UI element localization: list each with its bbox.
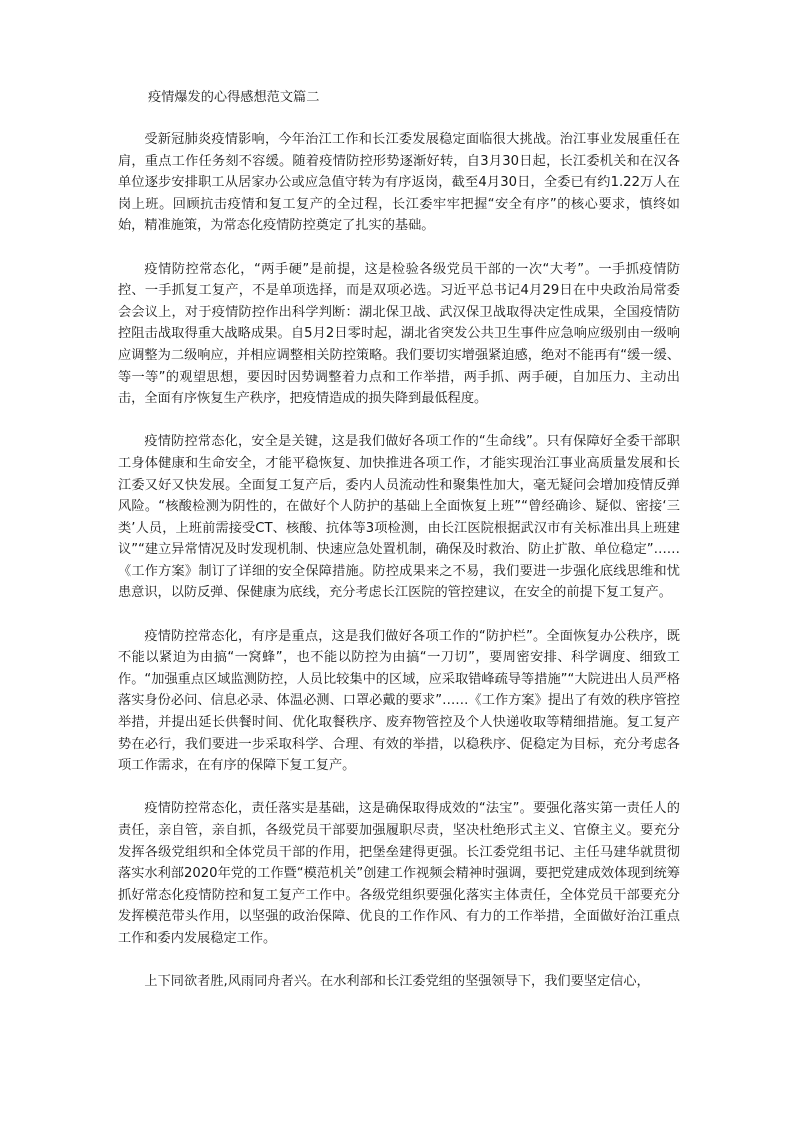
paragraph-order: 疫情防控常态化，有序是重点，这是我们做好各项工作的“防护栏”。全面恢复办公秩序，既不能以紧迫为由搞“一窝蜂”，也不能以防控为由搞“一刀切”，要周密安排、科学调度、细致工作。“加强重点区域监测防控，人员比较集中的区域，应采取错峰疏导等措施”“大院进出人员严格落实身份必问、信息必录、体温必测、口罩必戴的要求”……《工作方案》提出了有效的秩序管控举措，并提出延长供餐时间、优化取餐秩序、废弃物管控及个人快递收取等精细措施。复工复产势在必行，我们要进一步采取科学、合理、有效的举措，以稳秩序、促稳定为目标，充分考虑各项工作需求，在有序的保障下复工复产。 <box>118 628 680 774</box>
paragraph-closing: 上下同欲者胜,风雨同舟者兴。在水利部和长江委党组的坚强领导下，我们要坚定信心， <box>144 974 650 990</box>
paragraph-safety: 疫情防控常态化，安全是关键，这是我们做好各项工作的“生命线”。只有保障好全委干部职工身体健康和生命安全，才能平稳恢复、加快推进各项工作，才能实现治江事业高质量发展和长江委又好又快发展。全面复工复产后，委内人员流动性和聚集性加大，毫无疑问会增加疫情反弹风险。“核酸检测为阴性的，在做好个人防护的基础上全面恢复上班”“曾经确诊、疑似、密接‘三类’人员，上班前需接受CT、核酸、抗体等3项检测，由长江医院根据武汉市有关标准出具上班建议”“建立异常情况及时发现机制、快速应急处置机制，确保及时救治、防止扩散、单位稳定”……《工作方案》制订了详细的安全保障措施。防控成果来之不易，我们要进一步强化底线思维和忧患意识，以防反弹、保健康为底线，充分考虑长江医院的管控建议，在安全的前提下复工复产。 <box>118 434 680 601</box>
paragraph-intro: 受新冠肺炎疫情影响，今年治江工作和长江委发展稳定面临很大挑战。治江事业发展重任在肩，重点工作任务刻不容缓。随着疫情防控形势逐渐好转，自3月30日起，长江委机关和在汉各单位逐步安排职工从居家办公或应急值守转为有序返岗，截至4月30日，全委已有约1.22万人在岗上班。回顾抗击疫情和复工复产的全过程，长江委牢牢把握“安全有序”的核心要求，慎终如始，精准施策，为常态化疫情防控奠定了扎实的基础。 <box>118 132 680 234</box>
document-title: 疫情爆发的心得感想范文篇二 <box>148 90 320 105</box>
paragraph-two-hands: 疫情防控常态化，“两手硬”是前提，这是检验各级党员干部的一次“大考”。一手抓疫情防控、一手抓复工复产，不是单项选择，而是双项必选。习近平总书记4月29日在中央政治局常委会会议上，对于疫情防控作出科学判断：湖北保卫战、武汉保卫战取得决定性成果，全国疫情防控阻击战取得重大战略成果。自5月2日零时起，湖北省突发公共卫生事件应急响应级别由一级响应调整为二级响应，并相应调整相关防控策略。我们要切实增强紧迫感，绝对不能再有“缓一缓、等一等”的观望思想，要因时因势调整着力点和工作举措，两手抓、两手硬，自加压力、主动出击，全面有序恢复生产秩序，把疫情造成的损失降到最低程度。 <box>118 261 680 407</box>
document-page <box>118 88 680 993</box>
paragraph-responsibility: 疫情防控常态化，责任落实是基础，这是确保取得成效的“法宝”。要强化落实第一责任人的责任，亲自管，亲自抓，各级党员干部要加强履职尽责，坚决杜绝形式主义、官僚主义。要充分发挥各级党组织和全体党员干部的作用，把堡垒建得更强。长江委党组书记、主任马建华就贯彻落实水利部2020年党的工作暨“模范机关”创建工作视频会精神时强调，要把党建成效体现到统筹抓好常态化疫情防控和复工复产工作中。各级党组织要强化落实主体责任，全体党员干部要充分发挥模范带头作用，以坚强的政治保障、优良的工作作风、有力的工作举措，全面做好治江重点工作和委内发展稳定工作。 <box>118 801 680 946</box>
